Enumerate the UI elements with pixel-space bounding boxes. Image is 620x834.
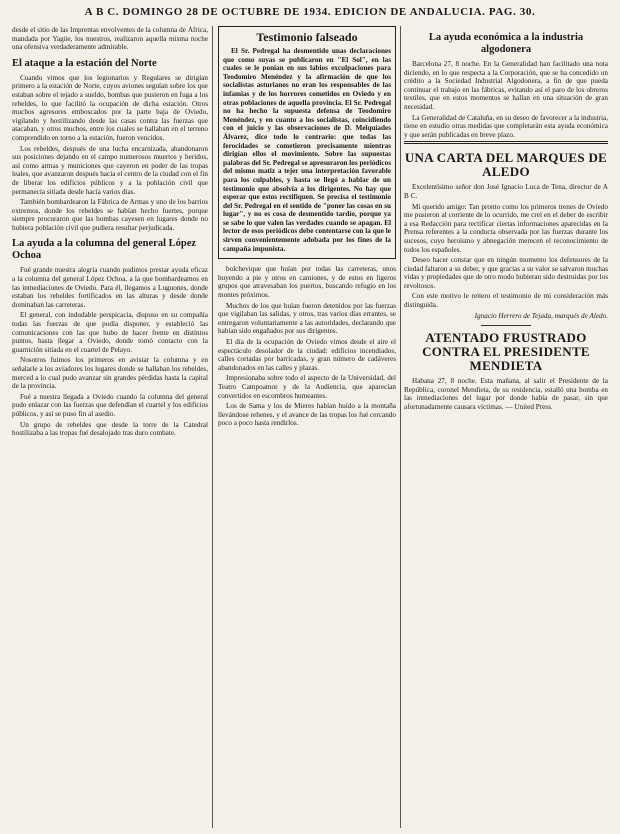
paragraph: Fué grande nuestra alegría cuando pudimos prestar ayuda eficaz a la columna del general López Ochoa, a la que bombardeamos en las inmediaciones de Oviedo. Para él, llegamos a Luguones, donde estaban los rebeldes fortificados en las alturas y desde donde dominaban las carreteras.: [12, 266, 208, 309]
intro-paragraph: desde el sitio de las Imprentas envolventes de la columna de África, mandada por Yagüe, los nuestros, realizaron aquella misma noche una ofensiva verdaderamente admirable.: [12, 26, 208, 52]
paragraph: El día de la ocupación de Oviedo vimos desde el aire el espectáculo desolador de la ciudad: edificios incendiados, calles cortadas por barricadas, y gran número de cadáveres abandonados en las calles y plazas.: [218, 338, 396, 372]
heading-atentado: ATENTADO FRUSTRADO CONTRA EL PRESIDENTE MENDIETA: [422, 330, 590, 374]
paragraph: Impresionaba sobre todo el aspecto de la Universidad, del Teatro Campoamor y de la Audiencia, que aparecían convertidos en escombros humeantes.: [218, 374, 396, 400]
column-right: [404, 26, 608, 828]
boxed-article: [218, 26, 396, 259]
paragraph: Los de Sama y los de Mieres habían huído a la montaña llevándose rehenes, y el avance de las tropas los fué cercando poco a poco hasta rendirlos.: [218, 402, 396, 428]
paragraph: También bombardearon la Fábrica de Armas y uno de los barrios extremos, donde los rebeldes se habían hecho fuertes, porque siempre procuraron que las bombas cayesen en lugares donde no hubiera población civil que pudiera resultar perjudicada.: [12, 198, 208, 232]
paragraph: Cuando vimos que los legionarios y Regulares se dirigían primero a la estación de Norte, cuyos aviones seguían sobre los que estaban sobre el tejado a sueldo, bombas que pusieron en fuga a los rebeldes, lo que facilitó la ocupación de dicha estación. Otros muchos agresores emboscados por la parte baja de Oviedo, vigilando y hostilizando desde las casas contra las fuerzas que atacaban, y otros muchos, entre los cuales se hallaban en el terreno comprendido en torno a la estación, fueron vencidos.: [12, 73, 208, 142]
paragraph: Barcelona 27, 8 noche. En la Generalidad han facilitado una nota diciendo, en lo que respecta a la Corporación, que se ha concedido un crédito a la Sociedad Industrial Algodonera, a fin de que pueda continuar el trabajo en las fábricas, evitando así el paro de los obreros textiles, que en estos momentos se hallan en una situación de gran necesidad.: [404, 60, 608, 111]
heading-industria-algodonera: La ayuda económica a la industria algodonera: [428, 32, 584, 55]
paragraph: Excelentísimo señor don José Ignacio Luca de Tena, director de A B C.: [404, 183, 608, 200]
paragraph: Muchos de los que huían fueron detenidos por las fuerzas que vigilaban las salidas, y otros, tras varios días errantes, se entregaron voluntariamente a las autoridades, declarando que habían sido engañados por sus dirigentes.: [218, 301, 396, 336]
paragraph: El general, con indudable perspicacia, dispuso en su compañía todas las fuerzas de que podía disponer, y estableció las comunicaciones con las que hubo de hacer frente en distintos puntos, hasta llegar a Oviedo, donde tomó contacto con la guarnición sitiada en el cuartel de Pelayo.: [12, 311, 208, 354]
signature: Ignacio Herrero de Tejada, marqués de Aledo.: [474, 311, 608, 320]
paragraph: Deseo hacer constar que en ningún momento los defensores de la ciudad faltaron a su deber, y que gracias a su valor se salvaron muchas vidas y propiedades que de otro modo hubieran sido destruidas por los revoltosos.: [404, 256, 608, 290]
heading-columna-lopez-ochoa: La ayuda a la columna del general López Ochoa: [12, 238, 197, 262]
page-header: A B C. DOMINGO 28 DE OCTUBRE DE 1934. EDICION DE ANDALUCIA. PAG. 30.: [84, 6, 536, 18]
column-middle: [218, 26, 396, 828]
paragraph: Con este motivo le reitero el testimonio de mi consideración más distinguida.: [404, 292, 608, 310]
column-rule: [212, 26, 213, 828]
paragraph: Nosotros fuimos los primeros en avistar la columna y en señalarle a los aviadores los lugares donde se hallaban los rebeldes, merced a lo cual pudo avanzar sin grandes pérdidas hasta la capital de la provincia.: [12, 356, 208, 391]
column-left: [12, 26, 208, 828]
heading-carta-aledo: UNA CARTA DEL MARQUES DE ALEDO: [404, 150, 608, 180]
paragraph: Los rebeldes, después de una lucha encarnizada, abandonaron sus posiciones dejando en el campo numerosos muertos y heridos, así como armas y municiones que cayeron en poder de las tropas leales, que avanzaron después hacia el centro de la ciudad con el fin de liberar los edificios públicos y a la población civil que permanecía sitiada desde hacía varios días.: [12, 144, 208, 196]
box-title: Testimonio falseado: [256, 30, 358, 44]
paragraph: Mi querido amigo: Tan pronto como los primeros trenes de Oviedo me pusieron al corriente de lo ocurrido, me creí en el deber de escribir a esa Redacción para rectificar ciertas informaciones aparecidas en la Prensa referentes a la conducta observada por las fuerzas durante los sucesos, cuyo heroísmo y abnegación merecen el reconocimiento de todos los españoles.: [404, 202, 608, 254]
paragraph: Un grupo de rebeldes que desde la torre de la Catedral hostilizaba a las tropas fué desalojado tras duro combate.: [12, 420, 208, 438]
divider: [481, 325, 531, 326]
paragraph: Habana 27, 8 noche. Esta mañana, al salir el Presidente de la República, coronel Mendieta, de su residencia, estalló una bomba en las inmediaciones del lugar por donde había de pasar, sin que afortunadamente causara víctimas. — United Press.: [404, 377, 608, 412]
paragraph: La Generalidad de Cataluña, en su deseo de favorecer a la industria, tiene en estudio otras medidas que completarán esta ayuda económica y que serán publicadas en breve plazo.: [404, 113, 608, 139]
heading-ataque-norte: El ataque a la estación del Norte: [12, 57, 157, 69]
paragraph: Fué a nuestra llegada a Oviedo cuando la columna del general pudo enlazar con las fuerzas que defendían el cuartel y los edificios públicos, y así se puso fin al asedio.: [12, 392, 208, 418]
column-rule: [400, 26, 401, 828]
box-text: El Sr. Pedregal ha desmentido unas declaraciones que como suyas se publicaron en "El Sol", en las cuales se le ponían en sus labios exculpaciones para Teodomiro Menéndez y la afirmación de que los socialistas asturianos no eran los responsables de las infamias y de los horrores cometidos en Oviedo y en otras poblaciones de aquella provincia. El Sr. Pedregal no ha hecho la supuesta defensa de Teodomiro Menéndez, y en cuanto a los socialistas, coincidiendo con el juicio y las observaciones de D. Melquíades Álvarez, dice todo lo contrario: que todas las ferocidades se cometieron precisamente mientras dirigían ellos el movimiento. Sobre las supuestas palabras del Sr. Pedregal se apresuraron los periódicos del mismo matiz a tejer una interpretación favorable para los culpables, y hasta se llegó a hablar de un testimonio que absolvía a los dirigentes. No hay que esperar que estos rectifiquen. Se precisa el testimonio del Sr. Pedregal en el sentido de "poner las cosas en su lugar", y no es cosa de desmentido tardío, porque ya se sabe lo que valen las verdades cuando se apagan. El lector de esos periódicos debe contentarse con la que le sirven convenientemente adobada por los fines de la campaña impunista.: [223, 47, 391, 253]
section-divider: [404, 141, 608, 179]
paragraph: bolchevique que huían por todas las carreteras, unos huyendo a pie y otros en camiones, y de estos en ligeros grupos que atravesaban los puertos, buscando refugio en los montes próximos.: [218, 265, 396, 300]
